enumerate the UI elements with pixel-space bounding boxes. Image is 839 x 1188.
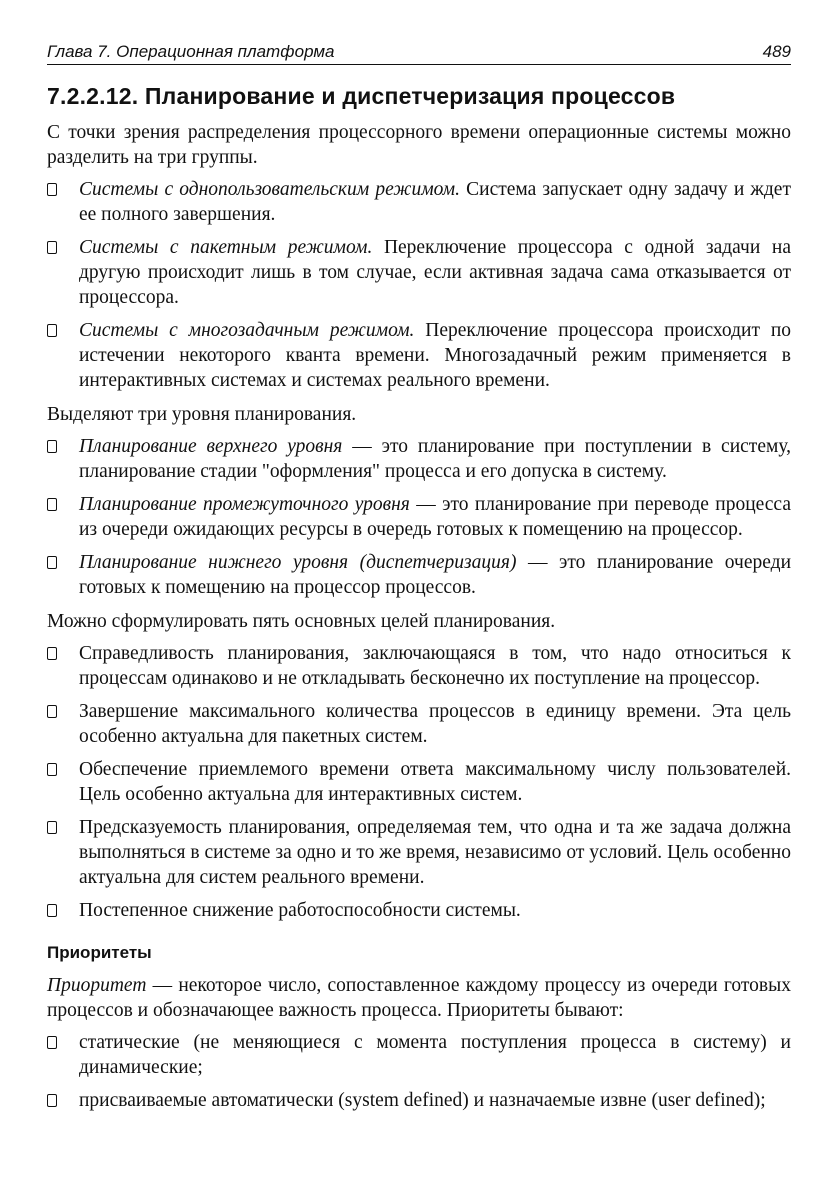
list-item-text: Переключение процессора происходит по истечении некоторого кванта времени. Многозадачный режим применяется в интерактивных системах и системах реального времени. xyxy=(79,320,791,391)
list-item-text: Постепенное снижение работоспособности системы. xyxy=(79,900,521,921)
list-item xyxy=(47,699,791,749)
priority-term: Приоритет xyxy=(47,975,147,996)
goals-intro: Можно сформулировать пять основных целей планирования. xyxy=(47,611,556,632)
checkbox-bullet-icon xyxy=(47,821,57,834)
checkbox-bullet-icon xyxy=(47,647,57,660)
chapter-title: Глава 7. Операционная платформа xyxy=(47,42,335,61)
list-item-term: Планирование нижнего уровня (диспетчеризация) xyxy=(79,552,517,573)
list-item-text: присваиваемые автоматически (system defined) и назначаемые извне (user defined); xyxy=(79,1090,766,1111)
document-page xyxy=(47,36,791,1122)
list-item xyxy=(47,434,791,484)
list-item xyxy=(47,177,791,227)
os-groups-list xyxy=(47,177,791,393)
list-item-text: — это планирование при поступлении в систему, планирование стадии "оформления" процесса и его допуска в систему. xyxy=(79,436,791,482)
checkbox-bullet-icon xyxy=(47,763,57,776)
planning-goals-list xyxy=(47,641,791,923)
priority-definition-text: — некоторое число, сопоставленное каждому процессу из очереди готовых процессов и обозначающее важность процесса. Приоритеты бывают: xyxy=(47,975,791,1021)
list-item xyxy=(47,641,791,691)
list-item-text: Обеспечение приемлемого времени ответа максимальному числу пользователей. Цель особенно актуальна для интерактивных систем. xyxy=(79,759,791,805)
checkbox-bullet-icon xyxy=(47,556,57,569)
checkbox-bullet-icon xyxy=(47,705,57,718)
list-item-text: статические (не меняющиеся с момента поступления процесса в систему) и динамические; xyxy=(79,1032,791,1078)
list-item-term: Системы с однопользовательским режимом. xyxy=(79,179,460,200)
list-item-text: Система запускает одну задачу и ждет ее полного завершения. xyxy=(79,179,791,225)
checkbox-bullet-icon xyxy=(47,241,57,254)
checkbox-bullet-icon xyxy=(47,183,57,196)
planning-levels-list xyxy=(47,434,791,600)
list-item xyxy=(47,1030,791,1080)
list-item xyxy=(47,815,791,890)
list-item-text: — это планирование при переводе процесса из очереди ожидающих ресурсы в очередь готовых к помещению на процессор. xyxy=(79,494,791,540)
checkbox-bullet-icon xyxy=(47,1094,57,1107)
list-item xyxy=(47,757,791,807)
list-item-text: Завершение максимального количества процессов в единицу времени. Эта цель особенно актуальна для пакетных систем. xyxy=(79,701,791,747)
list-item xyxy=(47,492,791,542)
checkbox-bullet-icon xyxy=(47,440,57,453)
list-item-text: — это планирование очереди готовых к помещению на процессор процессов. xyxy=(79,552,792,598)
list-item-term: Системы с пакетным режимом. xyxy=(79,237,373,258)
list-item xyxy=(47,1088,791,1113)
running-header xyxy=(47,36,791,65)
list-item-term: Планирование верхнего уровня xyxy=(79,436,343,457)
page-number: 489 xyxy=(762,42,791,61)
intro-paragraph: С точки зрения распределения процессорного времени операционные системы можно разделить на три группы. xyxy=(47,122,791,168)
checkbox-bullet-icon xyxy=(47,1036,57,1049)
levels-intro: Выделяют три уровня планирования. xyxy=(47,404,357,425)
list-item-text: Предсказуемость планирования, определяемая тем, что одна и та же задача должна выполняться в системе за одно и то же время, независимо от условий. Цель особенно актуальна для систем реального времени. xyxy=(79,817,791,888)
section-title: 7.2.2.12. Планирование и диспетчеризация процессов xyxy=(47,83,676,109)
list-item xyxy=(47,898,791,923)
checkbox-bullet-icon xyxy=(47,324,57,337)
priority-types-list xyxy=(47,1030,791,1113)
list-item-text: Переключение процессора с одной задачи на другую происходит лишь в том случае, если активная задача сама отказывается от процессора. xyxy=(79,237,791,308)
list-item-text: Справедливость планирования, заключающаяся в том, что надо относиться к процессам одинаково и не откладывать бесконечно их поступление на процессор. xyxy=(79,643,791,689)
list-item-term: Системы с многозадачным режимом. xyxy=(79,320,415,341)
priority-definition xyxy=(47,973,791,1023)
priorities-heading: Приоритеты xyxy=(47,943,152,962)
list-item-term: Планирование промежуточного уровня xyxy=(79,494,410,515)
list-item xyxy=(47,235,791,310)
list-item xyxy=(47,550,791,600)
checkbox-bullet-icon xyxy=(47,498,57,511)
list-item xyxy=(47,318,791,393)
checkbox-bullet-icon xyxy=(47,904,57,917)
